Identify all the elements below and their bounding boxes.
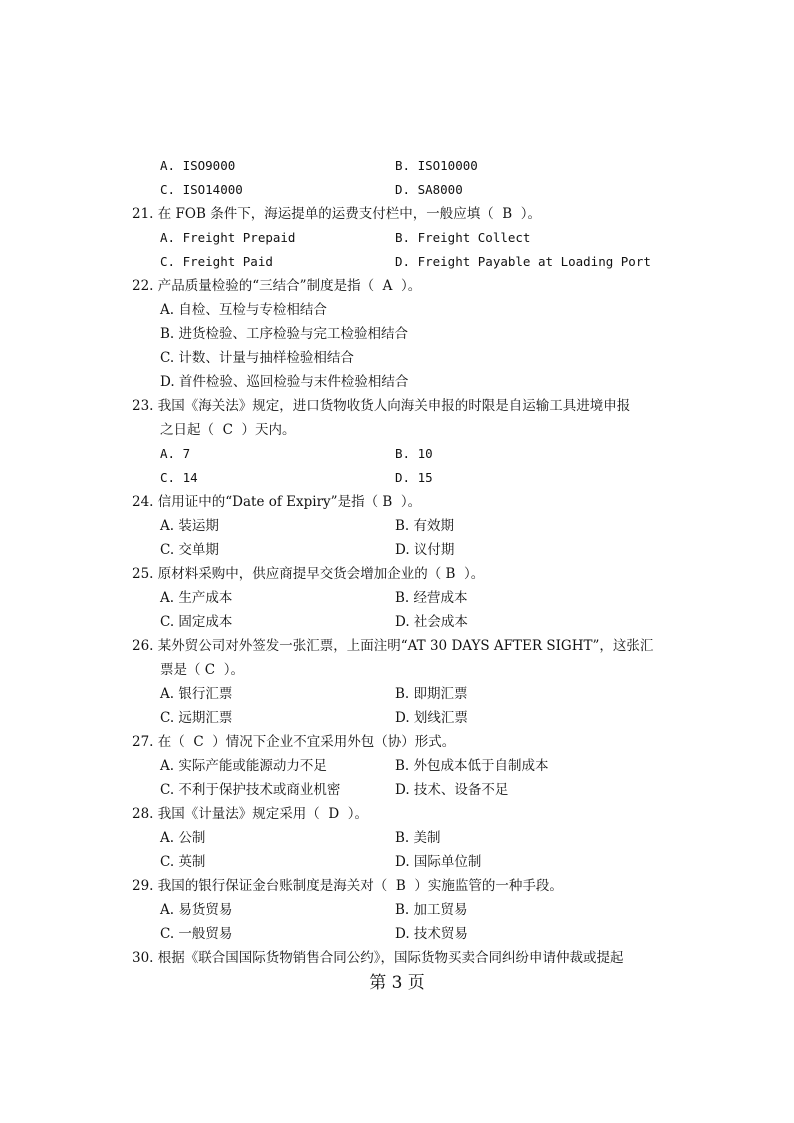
option-b: B. 即期汇票 [395,686,468,702]
option-b: B. 加工贸易 [395,902,468,918]
question-23: 23. 我国《海关法》规定，进口货物收货人向海关申报的时限是自运输工具进境申报 [132,398,631,414]
option-c: C. 计数、计量与抽样检验相结合 [160,350,354,366]
option-a: A. 自检、互检与专检相结合 [160,302,327,318]
option-b: B. 外包成本低于自制成本 [395,758,549,774]
option-b: B. 10 [395,446,433,461]
option-a: A. ISO9000 [160,158,236,173]
question-21: 21. 在 FOB 条件下，海运提单的运费支付栏中，一般应填（ B ）。 [132,206,542,222]
option-c: C. 英制 [160,854,206,870]
option-d: D. 划线汇票 [395,710,468,726]
option-c: C. 一般贸易 [160,926,233,942]
option-d: D. 社会成本 [395,614,468,630]
question-28: 28. 我国《计量法》规定采用（ D ）。 [132,806,368,822]
option-a: A. 装运期 [160,518,219,534]
option-b: B. Freight Collect [395,230,531,245]
option-c: C. ISO14000 [160,182,243,197]
question-25: 25. 原材料采购中，供应商提早交货会增加企业的（ B ）。 [132,566,485,582]
option-a: A. 易货贸易 [160,902,233,918]
option-c: C. 14 [160,470,198,485]
question-29: 29. 我国的银行保证金台账制度是海关对（ B ）实施监管的一种手段。 [132,878,563,894]
option-c: C. 不利于保护技术或商业机密 [160,782,341,798]
question-24: 24. 信用证中的“Date of Expiry”是指（ B ）。 [132,494,422,510]
option-a: A. 公制 [160,830,206,846]
page-number-footer: 第 3 页 [369,973,425,993]
option-a: A. 银行汇票 [160,686,233,702]
option-a: A. 7 [160,446,191,461]
option-b: B. 经营成本 [395,590,468,606]
option-d: D. SA8000 [395,182,463,197]
option-d: D. 国际单位制 [395,854,482,870]
question-22: 22. 产品质量检验的“三结合”制度是指（ A ）。 [132,278,422,294]
option-d: D. 技术、设备不足 [395,782,509,798]
option-d: D. 议付期 [395,542,455,558]
option-a: A. 实际产能或能源动力不足 [160,758,327,774]
option-b: B. 进货检验、工序检验与完工检验相结合 [160,326,409,342]
option-d: D. 15 [395,470,433,485]
question-23-continued: 之日起（ C ）天内。 [160,422,296,438]
option-c: C. 远期汇票 [160,710,233,726]
question-30: 30. 根据《联合国国际货物销售合同公约》，国际货物买卖合同纠纷申请仲裁或提起 [132,950,624,966]
question-27: 27. 在（ C ）情况下企业不宜采用外包（协）形式。 [132,734,456,750]
option-b: B. 美制 [395,830,441,846]
option-b: B. 有效期 [395,518,455,534]
option-a: A. 生产成本 [160,590,233,606]
question-26-continued: 票是（ C ）。 [160,662,244,678]
option-d: D. Freight Payable at Loading Port [395,254,651,269]
option-c: C. 交单期 [160,542,219,558]
question-26: 26. 某外贸公司对外签发一张汇票，上面注明“AT 30 DAYS AFTER SIGHT”，这张汇 [132,638,654,654]
option-b: B. ISO10000 [395,158,478,173]
option-c: C. Freight Paid [160,254,273,269]
option-d: D. 首件检验、巡回检验与末件检验相结合 [160,374,409,390]
option-d: D. 技术贸易 [395,926,468,942]
option-c: C. 固定成本 [160,614,233,630]
option-a: A. Freight Prepaid [160,230,296,245]
